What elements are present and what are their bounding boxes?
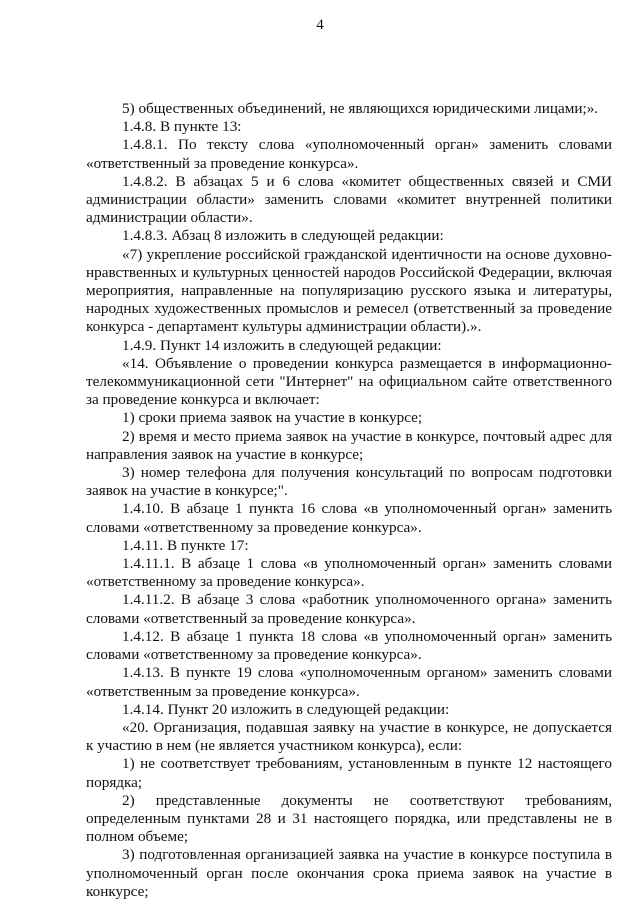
paragraph: 1.4.12. В абзаце 1 пункта 18 слова «в уполномоченный орган» заменить словами «ответственному за проведение конкурса». [86,627,612,664]
paragraph: «20. Организация, подавшая заявку на участие в конкурсе, не допускается к участию в нем (не является участником конкурса), если: [86,718,612,755]
paragraph: «7) укрепление российской гражданской идентичности на основе духовно-нравственных и культурных ценностей народов Российской Федерации, включая мероприятия, направленные на популяризацию русского языка и литературы, народных художественных промыслов и ремесел (ответственный за проведение конкурса - департамент культуры администрации области).». [86,245,612,336]
paragraph: 2) представленные документы не соответствуют требованиям, определенным пунктами 28 и 31 настоящего порядка, или представлены не в полном объеме; [86,791,612,846]
paragraph: 1.4.11.2. В абзаце 3 слова «работник уполномоченного органа» заменить словами «ответственный за проведение конкурса». [86,591,612,627]
paragraph: 1.4.8.2. В абзацах 5 и 6 слова «комитет общественных связей и СМИ администрации области» заменить словами «комитет внутренней политики администрации области». [86,172,612,227]
paragraph: 5) общественных объединений, не являющихся юридическими лицами;». [122,100,599,117]
paragraph: 1.4.11. В пункте 17: [122,536,249,554]
paragraph: 2) время и место приема заявок на участие в конкурсе, почтовый адрес для направления заявок на участие в конкурсе; [86,427,612,463]
paragraph: 1.4.11.1. В абзаце 1 слова «в уполномоченный орган» заменить словами «ответственному за проведение конкурса». [86,555,612,591]
paragraph: 3) подготовленная организацией заявка на участие в конкурсе поступила в уполномоченный орган после окончания срока приема заявок на участие в конкурсе; [86,846,612,900]
paragraph: 1.4.8.3. Абзац 8 изложить в следующей редакции: [122,227,444,245]
paragraph: 1) сроки приема заявок на участие в конкурсе; [122,409,423,427]
page-number: 4 [316,17,324,33]
document-body [86,100,612,901]
paragraph: 1.4.8.1. По тексту слова «уполномоченный орган» заменить словами «ответственный за проведение конкурса». [86,136,612,172]
paragraph: 1.4.9. Пункт 14 изложить в следующей редакции: [122,336,442,354]
paragraph: 3) номер телефона для получения консультаций по вопросам подготовки заявок на участие в конкурсе;". [86,464,612,500]
paragraph: 1.4.13. В пункте 19 слова «уполномоченным органом» заменить словами «ответственным за проведение конкурса». [86,664,612,700]
paragraph: 1.4.8. В пункте 13: [122,118,242,136]
paragraph: 1.4.10. В абзаце 1 пункта 16 слова «в уполномоченный орган» заменить словами «ответственному за проведение конкурса». [86,500,612,536]
paragraph: «14. Объявление о проведении конкурса размещается в информационно-телекоммуникационной сети "Интернет" на официальном сайте ответственного за проведение конкурса и включает: [86,354,612,409]
paragraph: 1) не соответствует требованиям, установленным в пункте 12 настоящего порядка; [86,755,612,791]
paragraph: 1.4.14. Пункт 20 изложить в следующей редакции: [122,700,450,718]
